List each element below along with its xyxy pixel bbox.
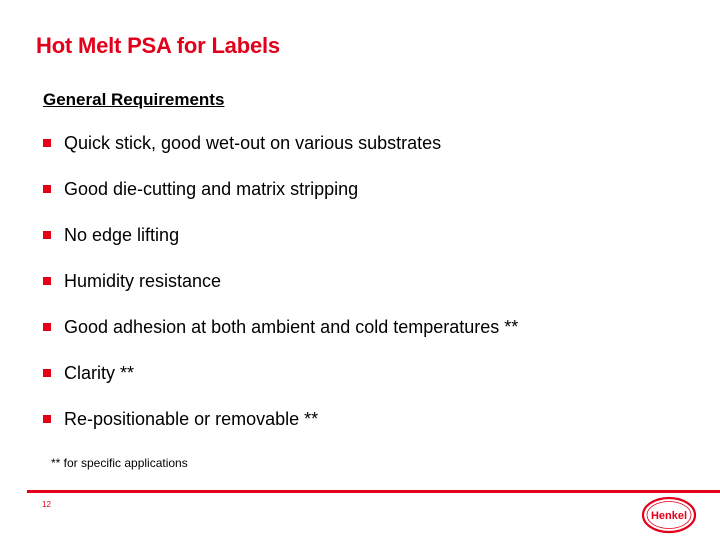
list-item-text: No edge lifting	[64, 225, 180, 245]
square-bullet-icon	[43, 231, 51, 239]
logo-text: Henkel	[650, 510, 688, 522]
list-item	[43, 179, 518, 225]
list-item	[43, 133, 518, 179]
footnote: ** for specific applications	[51, 456, 188, 470]
list-item-text: Clarity **	[64, 363, 135, 383]
square-bullet-icon	[43, 139, 51, 147]
list-item-text: Good die-cutting and matrix stripping	[64, 179, 359, 199]
list-item	[43, 225, 518, 271]
slide-title: Hot Melt PSA for Labels	[36, 33, 280, 58]
section-heading: General Requirements	[43, 90, 225, 109]
list-item	[43, 363, 518, 409]
footer-divider	[27, 490, 720, 493]
list-item-text: Quick stick, good wet-out on various substrates	[64, 133, 442, 153]
list-item	[43, 409, 518, 455]
square-bullet-icon	[43, 415, 51, 423]
square-bullet-icon	[43, 277, 51, 285]
square-bullet-icon	[43, 185, 51, 193]
page-number: 12	[42, 500, 51, 509]
list-item	[43, 271, 518, 317]
list-item	[43, 317, 518, 363]
requirements-list	[43, 133, 518, 455]
list-item-text: Re-positionable or removable **	[64, 409, 319, 429]
square-bullet-icon	[43, 369, 51, 377]
list-item-text: Humidity resistance	[64, 271, 222, 291]
henkel-logo-icon	[641, 496, 697, 534]
square-bullet-icon	[43, 323, 51, 331]
list-item-text: Good adhesion at both ambient and cold temperatures **	[64, 317, 519, 337]
